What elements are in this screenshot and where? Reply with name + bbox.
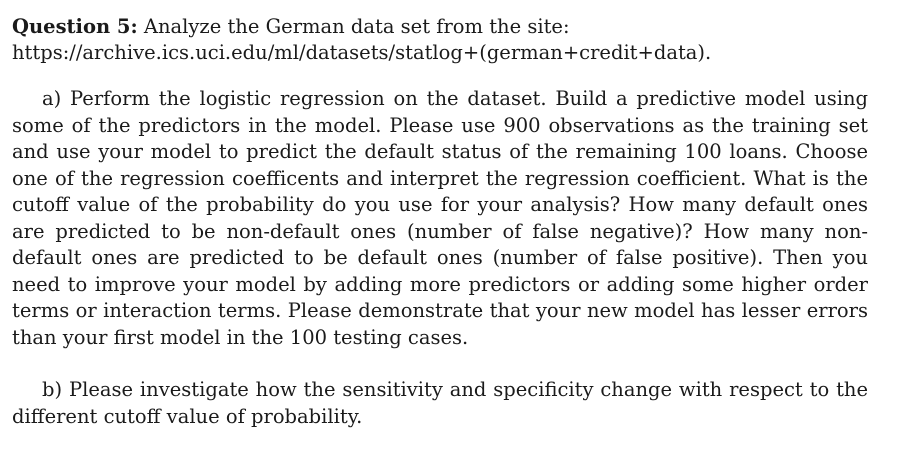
- document-page: [12, 14, 868, 430]
- question-intro: Analyze the German data set from the site:: [143, 15, 570, 38]
- question-label: Question 5:: [12, 15, 138, 38]
- question-header: [12, 14, 868, 40]
- part-b-text: b) Please investigate how the sensitivity and specificity change with respect to the different cutoff value of probability.: [12, 378, 868, 428]
- part-a-text: a) Perform the logistic regression on the dataset. Build a predictive model using some of the predictors in the model. Please use 900 observations as the training set and use your model to predict the default status of the remaining 100 loans. Choose one of the regression coefficents and interpret the regression coefficient. What is the cutoff value of the probability do you use for your analysis? How many default ones are predicted to be non-default ones (number of false negative)? How many non-default ones are predicted to be default ones (number of false positive). Then you need to improve your model by adding more predictors or adding some higher order terms or interaction terms. Please demonstrate that your new model has lesser errors than your first model in the 100 testing cases.: [12, 87, 868, 349]
- dataset-url: https://archive.ics.uci.edu/ml/datasets/statlog+(german+credit+data).: [12, 41, 712, 64]
